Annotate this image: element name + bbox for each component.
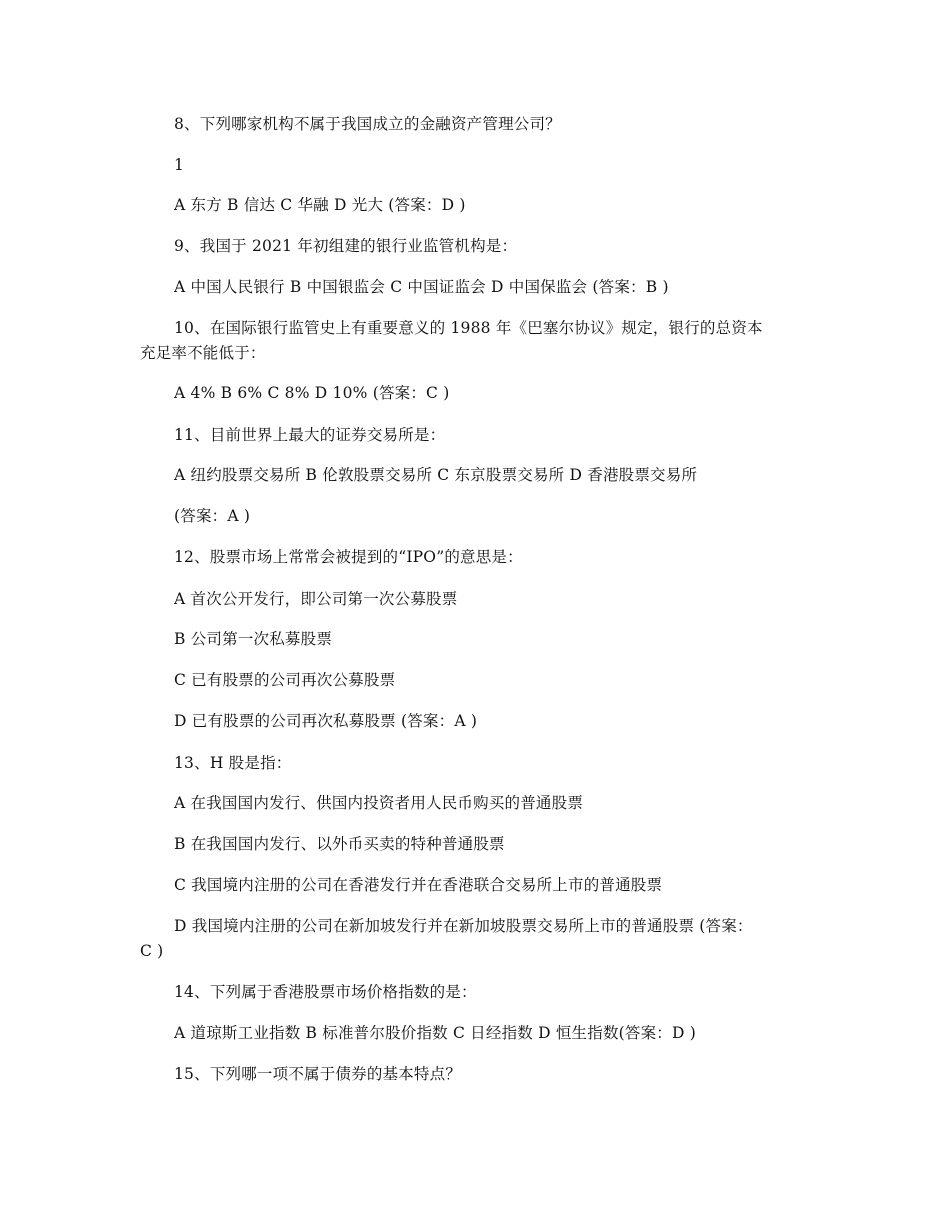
question-10-options: A 4% B 6% C 8% D 10% (答案：C ) (174, 384, 450, 402)
question-11-options: A 纽约股票交易所 B 伦敦股票交易所 C 东京股票交易所 D 香港股票交易所 (174, 466, 698, 484)
question-13: 13、H 股是指： (174, 754, 292, 772)
question-10-line-2: 充足率不能低于： (140, 344, 266, 362)
question-11-answer: (答案：A ) (174, 507, 251, 525)
question-8: 8、下列哪家机构不属于我国成立的金融资产管理公司？ (174, 115, 561, 133)
question-13-option-d-line-1: D 我国境内注册的公司在新加坡发行并在新加坡股票交易所上市的普通股票 (答案： (174, 917, 753, 935)
question-15: 15、下列哪一项不属于债券的基本特点？ (174, 1065, 462, 1083)
question-12-option-d: D 已有股票的公司再次私募股票 (答案：A ) (174, 712, 478, 730)
question-9-options: A 中国人民银行 B 中国银监会 C 中国证监会 D 中国保监会 (答案：B ) (174, 278, 669, 296)
question-13-option-d-line-2: C ) (140, 942, 164, 960)
question-14-options: A 道琼斯工业指数 B 标准普尔股价指数 C 日经指数 D 恒生指数(答案：D ) (174, 1024, 697, 1042)
question-13-option-c: C 我国境内注册的公司在香港发行并在香港联合交易所上市的普通股票 (174, 876, 663, 894)
question-13-option-a: A 在我国国内发行、供国内投资者用人民币购买的普通股票 (174, 794, 584, 812)
question-13-option-b: B 在我国国内发行、以外币买卖的特种普通股票 (174, 835, 505, 853)
question-12-option-b: B 公司第一次私募股票 (174, 630, 333, 648)
question-12: 12、股票市场上常常会被提到的“IPO”的意思是： (174, 548, 523, 566)
question-10-line-1: 10、在国际银行监管史上有重要意义的 1988 年《巴塞尔协议》规定，银行的总资本 (174, 319, 763, 337)
question-8-options: A 东方 B 信达 C 华融 D 光大 (答案：D ) (174, 196, 466, 214)
question-11: 11、目前世界上最大的证券交易所是： (174, 426, 446, 444)
question-14: 14、下列属于香港股票市场价格指数的是： (174, 983, 477, 1001)
question-9: 9、我国于 2021 年初组建的银行业监管机构是： (174, 237, 518, 255)
page-number: 1 (174, 156, 185, 174)
question-12-option-c: C 已有股票的公司再次公募股票 (174, 671, 396, 689)
question-12-option-a: A 首次公开发行，即公司第一次公募股票 (174, 590, 458, 608)
